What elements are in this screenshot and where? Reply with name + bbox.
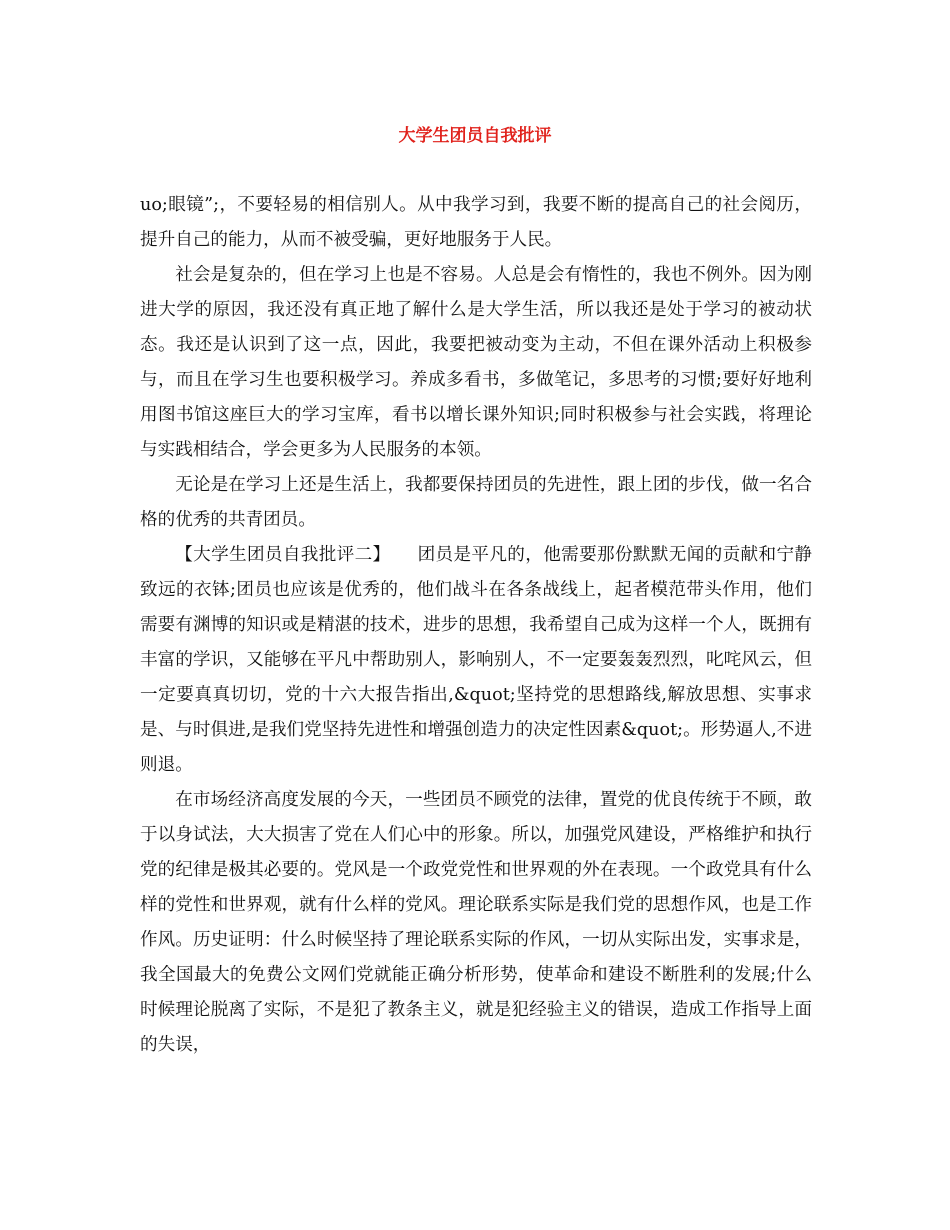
paragraph-1: uo;眼镜”;，不要轻易的相信别人。从中我学习到，我要不断的提高自己的社会阅历，提升自己的能力，从而不被受骗，更好地服务于人民。 — [140, 195, 812, 250]
paragraph-4: 【大学生团员自我批评二】 团员是平凡的，他需要那份默默无闻的贡献和宁静致远的衣钵;团员也应该是优秀的，他们战斗在各条战线上，起者模范带头作用，他们需要有渊博的知识或是精湛的技术，进步的思想，我希望自己成为这样一个人，既拥有丰富的学识，又能够在平凡中帮助别人，影响别人，不一定要轰轰烈烈，叱咤风云，但一定要真真切切，党的十六大报告指出,&quot;坚持党的思想路线,解放思想、实事求是、与时俱进,是我们党坚持先进性和增强创造力的决定性因素&quot;。形势逼人,不进则退。 — [140, 545, 812, 775]
document-body — [140, 188, 812, 1063]
document-title: 大学生团员自我批评 — [398, 126, 552, 146]
paragraph-5: 在市场经济高度发展的今天，一些团员不顾党的法律，置党的优良传统于不顾，敢于以身试法，大大损害了党在人们心中的形象。所以，加强党风建设，严格维护和执行党的纪律是极其必要的。党风是一个政党党性和世界观的外在表现。一个政党具有什么样的党性和世界观，就有什么样的党风。理论联系实际是我们党的思想作风，也是工作作风。历史证明：什么时候坚持了理论联系实际的作风，一切从实际出发，实事求是，我全国最大的免费公文网们党就能正确分析形势，使革命和建设不断胜利的发展;什么时候理论脱离了实际，不是犯了教条主义，就是犯经验主义的错误，造成工作指导上面的失误， — [140, 790, 812, 1055]
paragraph-2: 社会是复杂的，但在学习上也是不容易。人总是会有惰性的，我也不例外。因为刚进大学的原因，我还没有真正地了解什么是大学生活，所以我还是处于学习的被动状态。我还是认识到了这一点，因此，我要把被动变为主动，不但在课外活动上积极参与，而且在学习生也要积极学习。养成多看书，多做笔记，多思考的习惯;要好好地利用图书馆这座巨大的学习宝库，看书以增长课外知识;同时积极参与社会实践，将理论与实践相结合，学会更多为人民服务的本领。 — [140, 265, 812, 460]
paragraph-3: 无论是在学习上还是生活上，我都要保持团员的先进性，跟上团的步伐，做一名合格的优秀的共青团员。 — [140, 475, 812, 530]
